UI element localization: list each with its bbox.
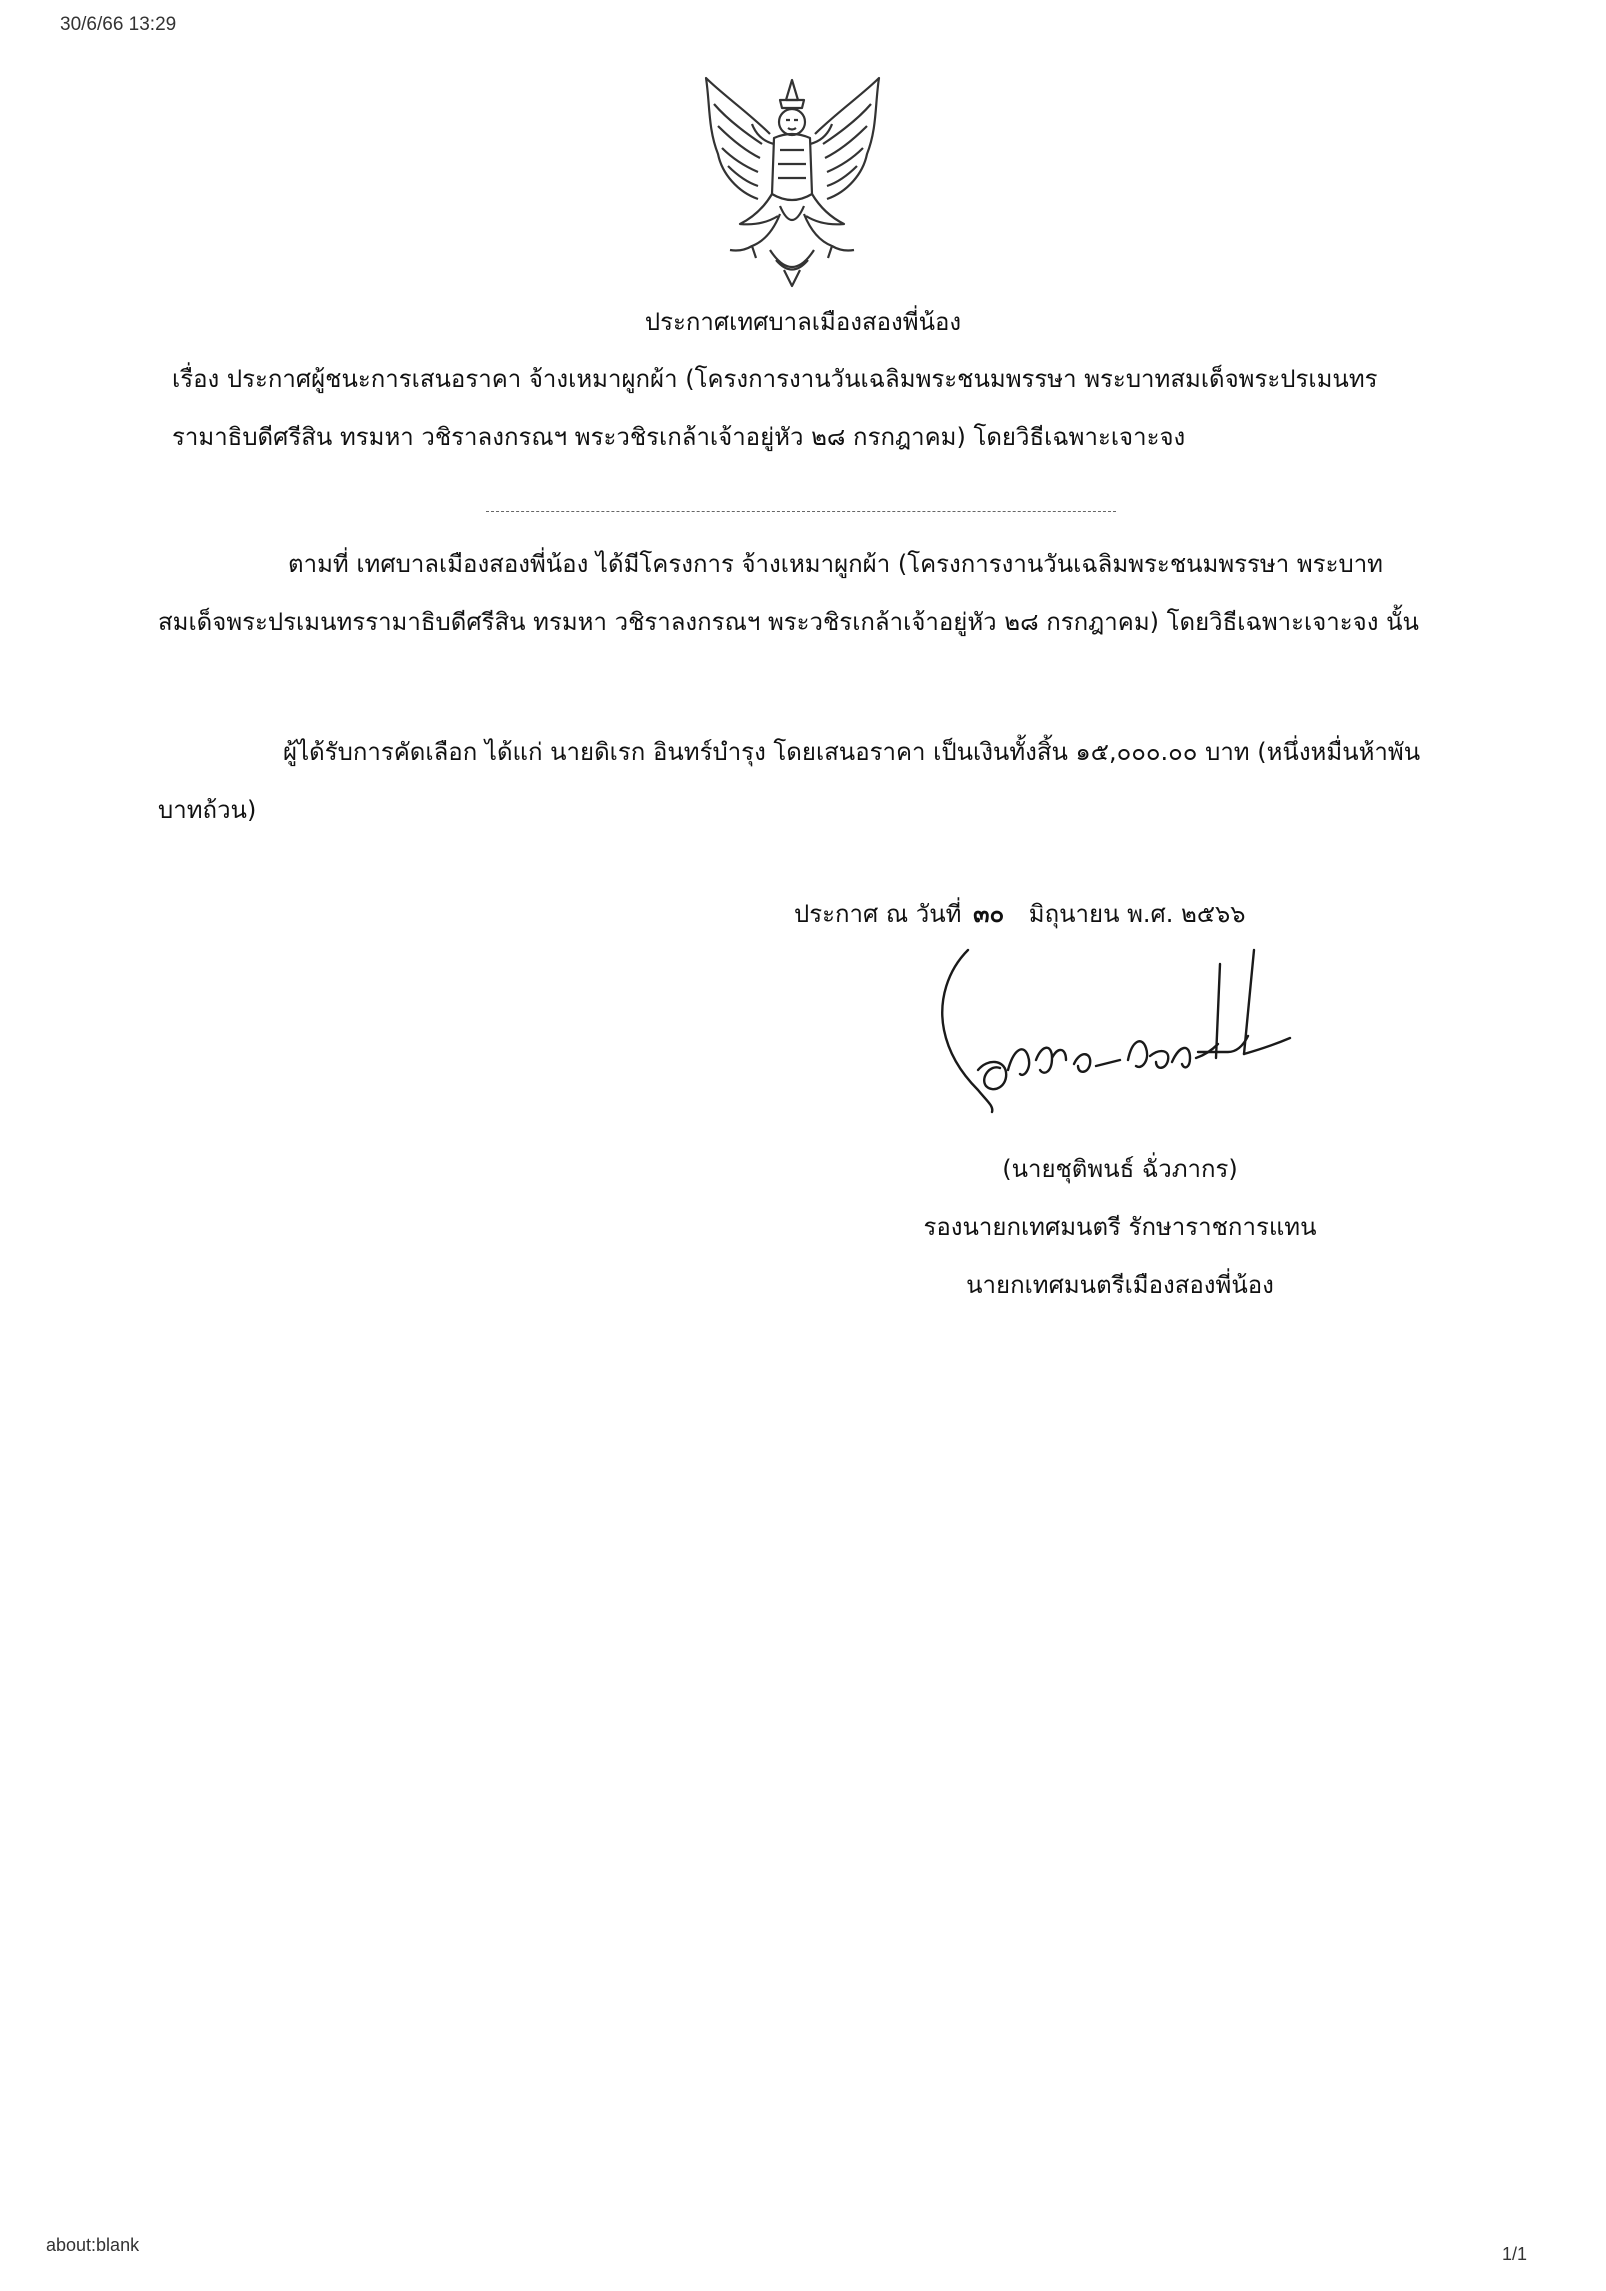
garuda-emblem-icon xyxy=(700,74,885,289)
body-paragraph-2-text: ผู้ได้รับการคัดเลือก ได้แก่ นายดิเรก อินทร์บำรุง โดยเสนอราคา เป็นเงินทั้งสิ้น ๑๕,๐๐๐.๐๐ บาท (หนึ่งหมื่นห้าพันบาทถ้วน) xyxy=(158,738,1421,824)
announcement-date xyxy=(794,894,1246,933)
body-paragraph-2 xyxy=(158,723,1428,839)
print-footer-page: 1/1 xyxy=(1502,2244,1528,2264)
subject-line: เรื่อง ประกาศผู้ชนะการเสนอราคา จ้างเหมาผูกผ้า (โครงการงานวันเฉลิมพระชนมพรรษา พระบาทสมเด็จพระปรเมนทรรามาธิบดีศรีสิน ทรมหา วชิราลงกรณฯ พระวชิรเกล้าเจ้าอยู่หัว ๒๘ กรกฎาคม) โดยวิธีเฉพาะเจาะจง xyxy=(172,365,1378,451)
announcement-month-year: มิถุนายน พ.ศ. ๒๕๖๖ xyxy=(1028,900,1246,928)
signer-block xyxy=(860,1140,1380,1314)
announcement-day: ๓๐ xyxy=(973,901,1005,928)
print-footer-url: about:blank xyxy=(46,2235,140,2255)
signer-position-line2: นายกเทศมนตรีเมืองสองพี่น้อง xyxy=(966,1271,1274,1299)
body-paragraph-1-text: ตามที่ เทศบาลเมืองสองพี่น้อง ได้มีโครงการ จ้างเหมาผูกผ้า (โครงการงานวันเฉลิมพระชนมพรรษา พระบาทสมเด็จพระปรเมนทรรามาธิบดีศรีสิน ทรมหา วชิราลงกรณฯ พระวชิรเกล้าเจ้าอยู่หัว ๒๘ กรกฎาคม) โดยวิธีเฉพาะเจาะจง นั้น xyxy=(158,550,1419,636)
announcement-prefix: ประกาศ ณ วันที่ xyxy=(794,900,962,928)
divider xyxy=(486,511,1116,512)
body-paragraph-1 xyxy=(158,535,1428,651)
signer-name: (นายชุติพนธ์ ฉั่วภากร) xyxy=(1002,1155,1238,1183)
handwritten-signature xyxy=(928,940,1348,1115)
print-header-datetime: 30/6/66 13:29 xyxy=(60,14,177,35)
agency-title: ประกาศเทศบาลเมืองสองพี่น้อง xyxy=(644,308,962,336)
signer-position-line1: รองนายกเทศมนตรี รักษาราชการแทน xyxy=(923,1213,1317,1241)
